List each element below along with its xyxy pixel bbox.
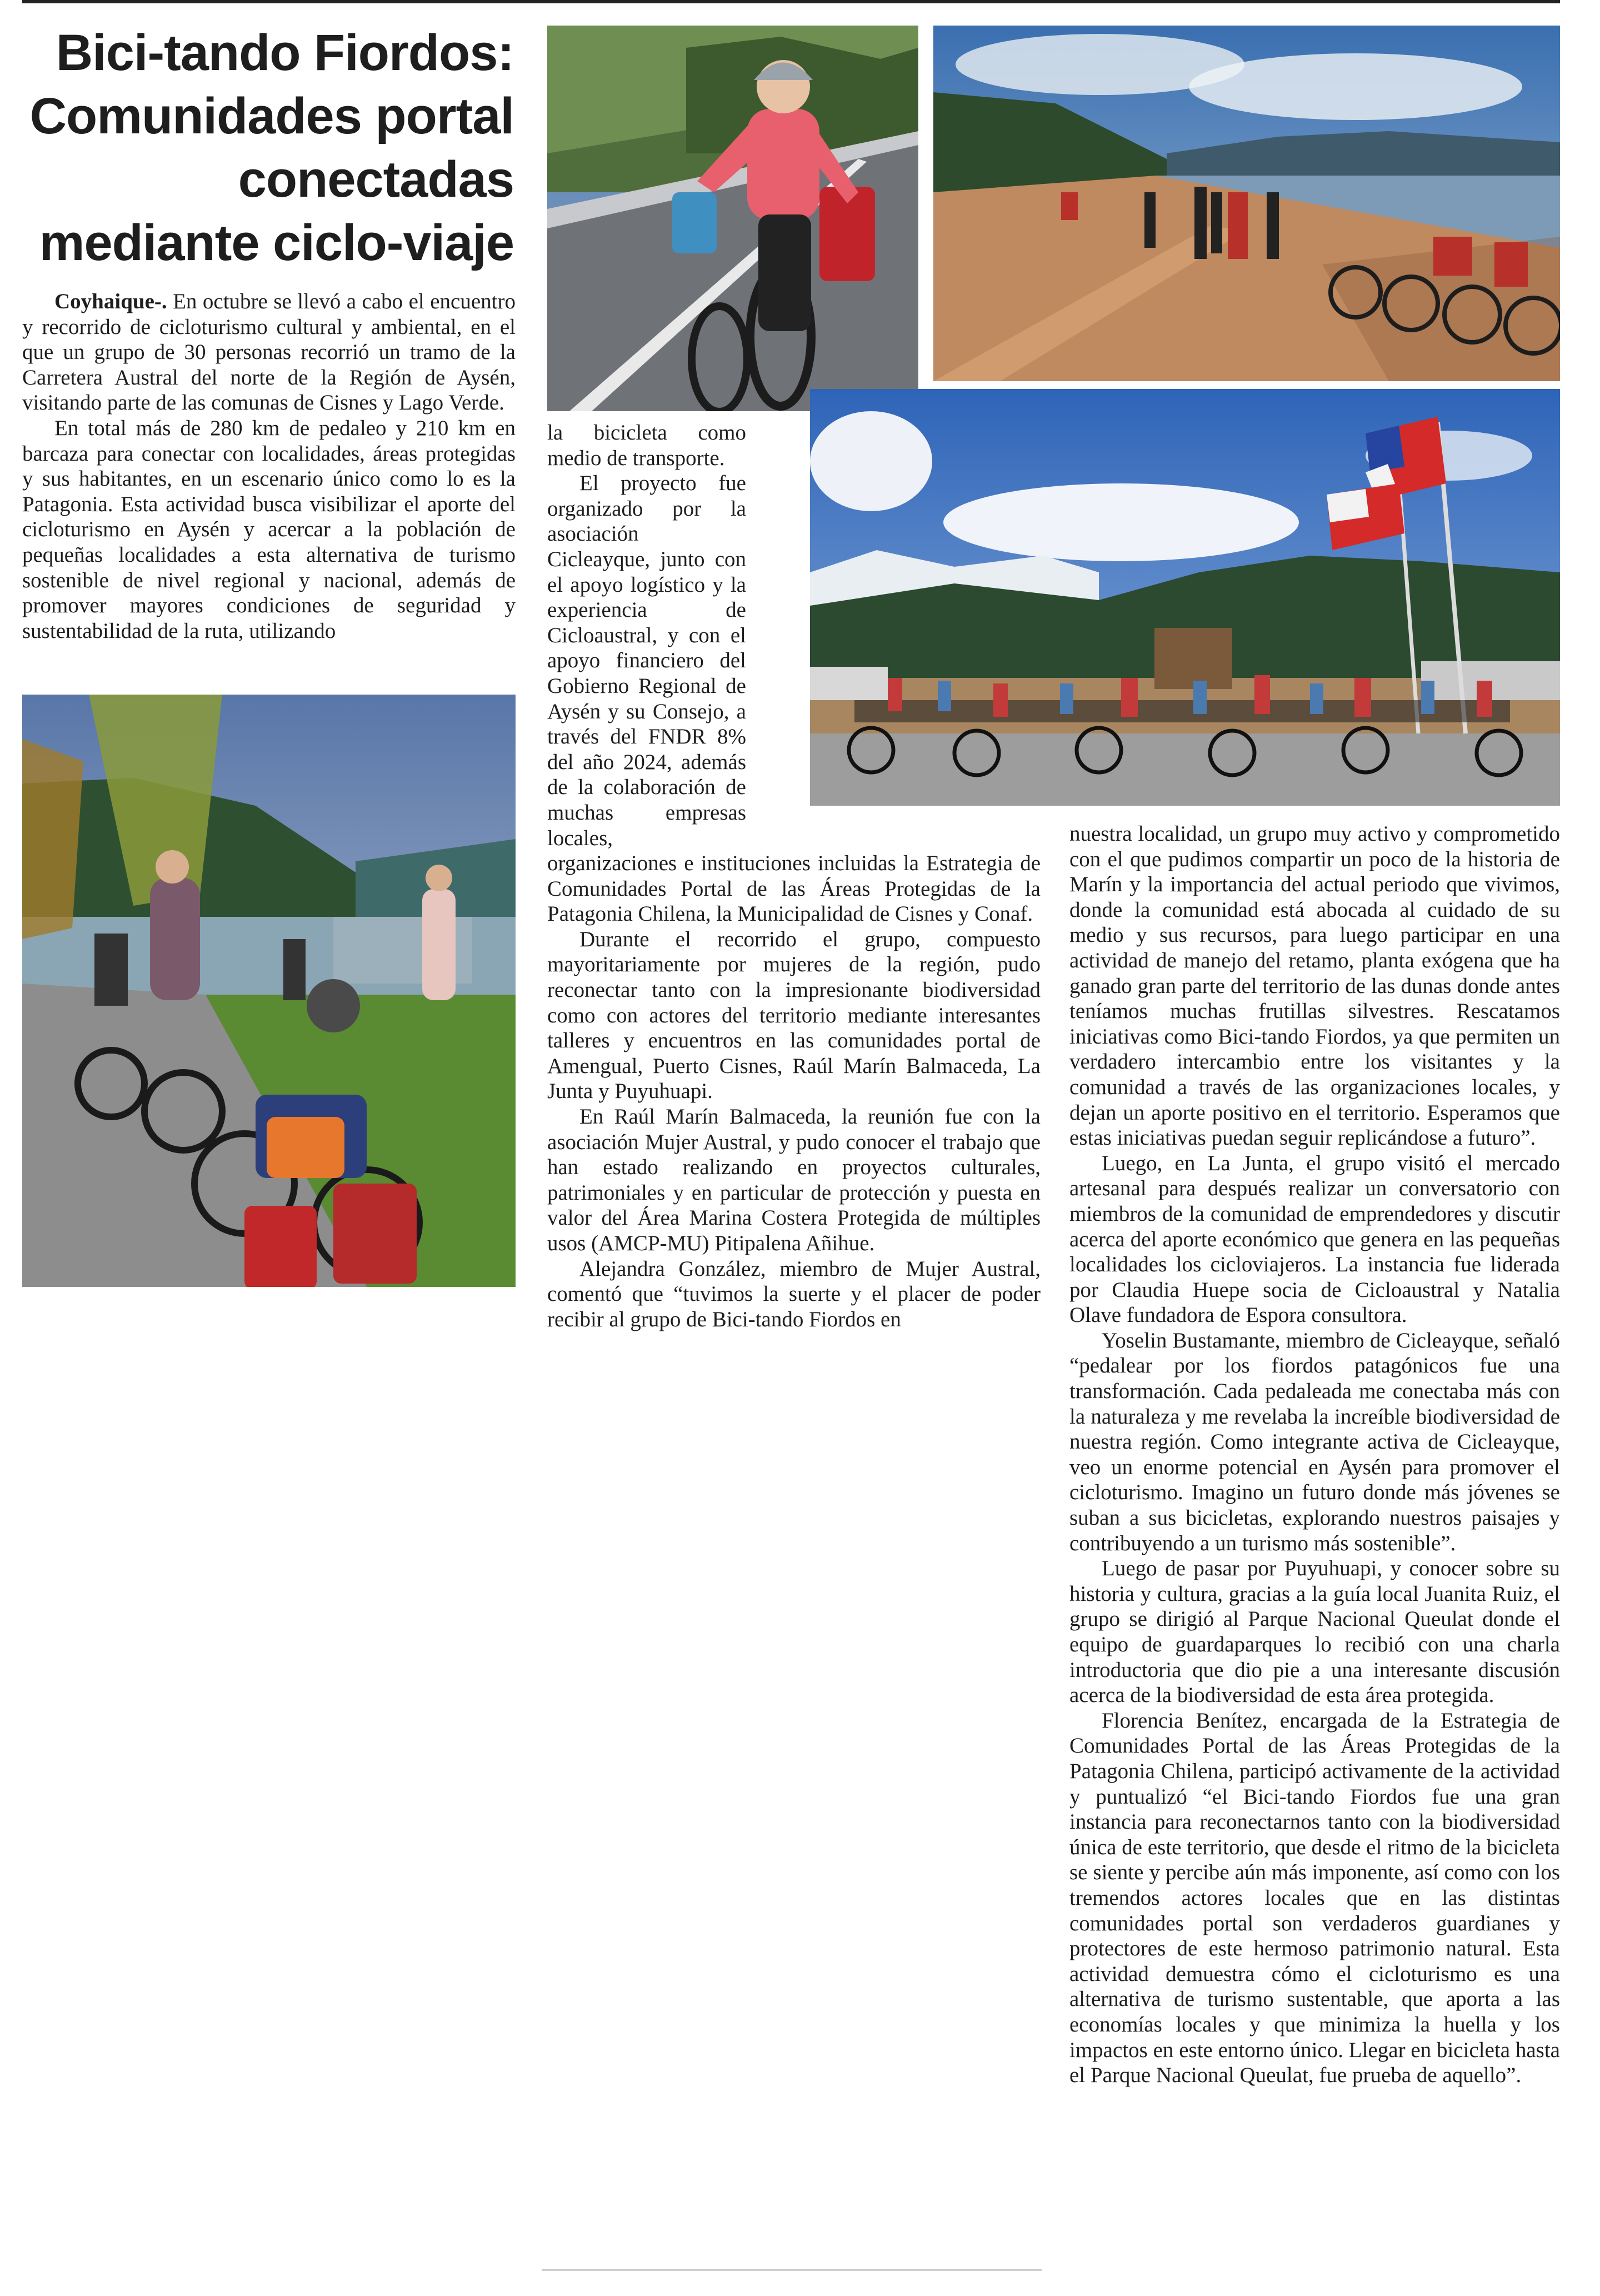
photo-cyclist-road xyxy=(547,26,918,411)
photo-lakeside-bikes xyxy=(22,695,516,1287)
col3-paragraph-4: Luego de pasar por Puyuhuapi, y conocer sobre su historia y cultura, gracias a la guía local Juanita Ruiz, el grupo se dirigió al Parque Nacional Queulat donde el equipo de guardaparques lo recibió con una charla introductoria que dio pie a una interesante discusión acerca de la biodiversidad de esta área protegida. xyxy=(1069,1556,1560,1708)
headline: Bici-tando Fiordos: Comunidades portal conectadas mediante ciclo-viaje xyxy=(29,24,514,271)
col2-paragraph-3: Durante el recorrido el grupo, compuesto mayoritariamente por mujeres de la región, pudo reconectar tanto con la impresionante biodiversidad como con actores del territorio mediante interesantes talleres y encuentros en las comunidades portal de Amengual, Puerto Cisnes, Raúl Marín Balmaceda, La Junta y Puyuhuapi. xyxy=(547,927,1041,1104)
column-3 xyxy=(1069,821,1560,2088)
col2-paragraph-4: En Raúl Marín Balmaceda, la reunión fue con la asociación Mujer Austral, y pudo conocer el trabajo que han estado realizando en proyectos culturales, patrimoniales y en particular de protección y puesta en valor del Área Marina Costera Protegida de múltiples usos (AMCP-MU) Pitipalena Añihue. xyxy=(547,1105,1041,1255)
col1-paragraph-2: En total más de 280 km de pedaleo y 210 km en barcaza para conectar con localidades, áreas protegidas y sus habitantes, en un escenario único como lo es la Patagonia. Esta actividad busca visibilizar el aporte del cicloturismo en Aysén y acercar a la población de pequeñas localidades a esta alternativa de turismo sostenible de nivel regional y nacional, además de promover mayores condiciones de seguridad y sustentabilidad de la ruta, utilizando xyxy=(22,416,516,643)
col3-paragraph-1: nuestra localidad, un grupo muy activo y comprometido con el que pudimos compartir un poco de la historia de Marín y la importancia del actual periodo que vivimos, donde la comunidad está abocada al cuidado de su medio y sus recursos, para luego participar en una actividad de manejo del retamo, planta exógena que ha ganado gran parte del territorio de las dunas donde antes teníamos muchas frutillas silvestres. Rescatamos iniciativas como Bici-tando Fiordos, ya que permiten un verdadero intercambio entre los visitantes y la comunidad a través de las organizaciones locales, y dejan un aporte positivo en el territorio. Esperamos que estas iniciativas puedan seguir replicándose a futuro”. xyxy=(1069,822,1560,1150)
photo-wrap-space xyxy=(746,420,1041,837)
col1-paragraph-1: Coyhaique-. En octubre se llevó a cabo el encuentro y recorrido de cicloturismo cultural y ambiental, en el que un grupo de 30 personas recorrió un tramo de la Carretera Austral del norte de la Región de Aysén, visitando parte de las comunas de Cisnes y Lago Verde. xyxy=(22,290,516,415)
top-rule xyxy=(22,0,1560,3)
column-1 xyxy=(22,289,516,643)
photo-waterfront-group xyxy=(933,26,1560,381)
col2-paragraph-2: El proyecto fue organizado por la asociación Cicleayque, junto con el apoyo logístico y la experiencia de Cicloaustral, y con el apoyo financiero del Gobierno Regional de Aysén y su Consejo, a través del FNDR 8% del año 2024, además de la colaboración de muchas empresas locales, organizaciones e instituciones incluidas la Estrategia de Comunidades Portal de las Áreas Protegidas de la Patagonia Chilena, la Municipalidad de Cisnes y Conaf. xyxy=(547,471,1041,926)
col3-paragraph-5: Florencia Benítez, encargada de la Estrategia de Comunidades Portal de las Áreas Protegidas de la Patagonia Chilena, participó activamente de la actividad y puntualizó “el Bici-tando Fiordos fue una gran instancia para reconectarnos tanto con la biodiversidad única de este territorio, que desde el ritmo de la bicicleta se siente y percibe aún más imponente, así como con los tremendos actores locales que en las distintas comunidades portal son verdaderos guardianes y protectores de este hermoso patrimonio natural. Esta actividad demuestra cómo el cicloturismo es una alternativa de turismo sustentable, que aporta a las economías locales y que minimiza la huella y los impactos en este entorno único. Llegar en bicicleta hasta el Parque Nacional Queulat, fue prueba de aquello”. xyxy=(1069,1708,1560,2088)
col3-paragraph-2: Luego, en La Junta, el grupo visitó el mercado artesanal para después realizar un conversatorio con miembros de la comunidad de emprendedores y discutir acerca del aporte económico que genera en las pequeñas localidades los cicloviajeros. La instancia fue liderada por Claudia Huepe socia de Cicloaustral y Natalia Olave fundadora de Espora consultora. xyxy=(1069,1151,1560,1327)
bottom-rule xyxy=(542,2269,1042,2271)
col2-paragraph-5: Alejandra González, miembro de Mujer Austral, comentó que “tuvimos la suerte y el placer de poder recibir al grupo de Bici-tando Fiordos en xyxy=(547,1256,1041,1331)
col2-paragraph-1: la bicicleta como medio de transporte. xyxy=(547,421,746,470)
col3-paragraph-3: Yoselin Bustamante, miembro de Cicleayque, señaló “pedalear por los fiordos patagónicos fue una transformación. Cada pedaleada me conectaba más con la naturaleza y me revelaba la increíble biodiversidad de nuestra región. Como integrante activa de Cicleayque, veo un enorme potencial en Aysén para promover el cicloturismo. Imagino un futuro donde más jóvenes se suban a sus bicicletas, explorando nuestros paisajes y contribuyendo a un turismo más sostenible”. xyxy=(1069,1328,1560,1555)
dateline: Coyhaique-. xyxy=(54,290,167,313)
column-2 xyxy=(547,420,1041,1332)
